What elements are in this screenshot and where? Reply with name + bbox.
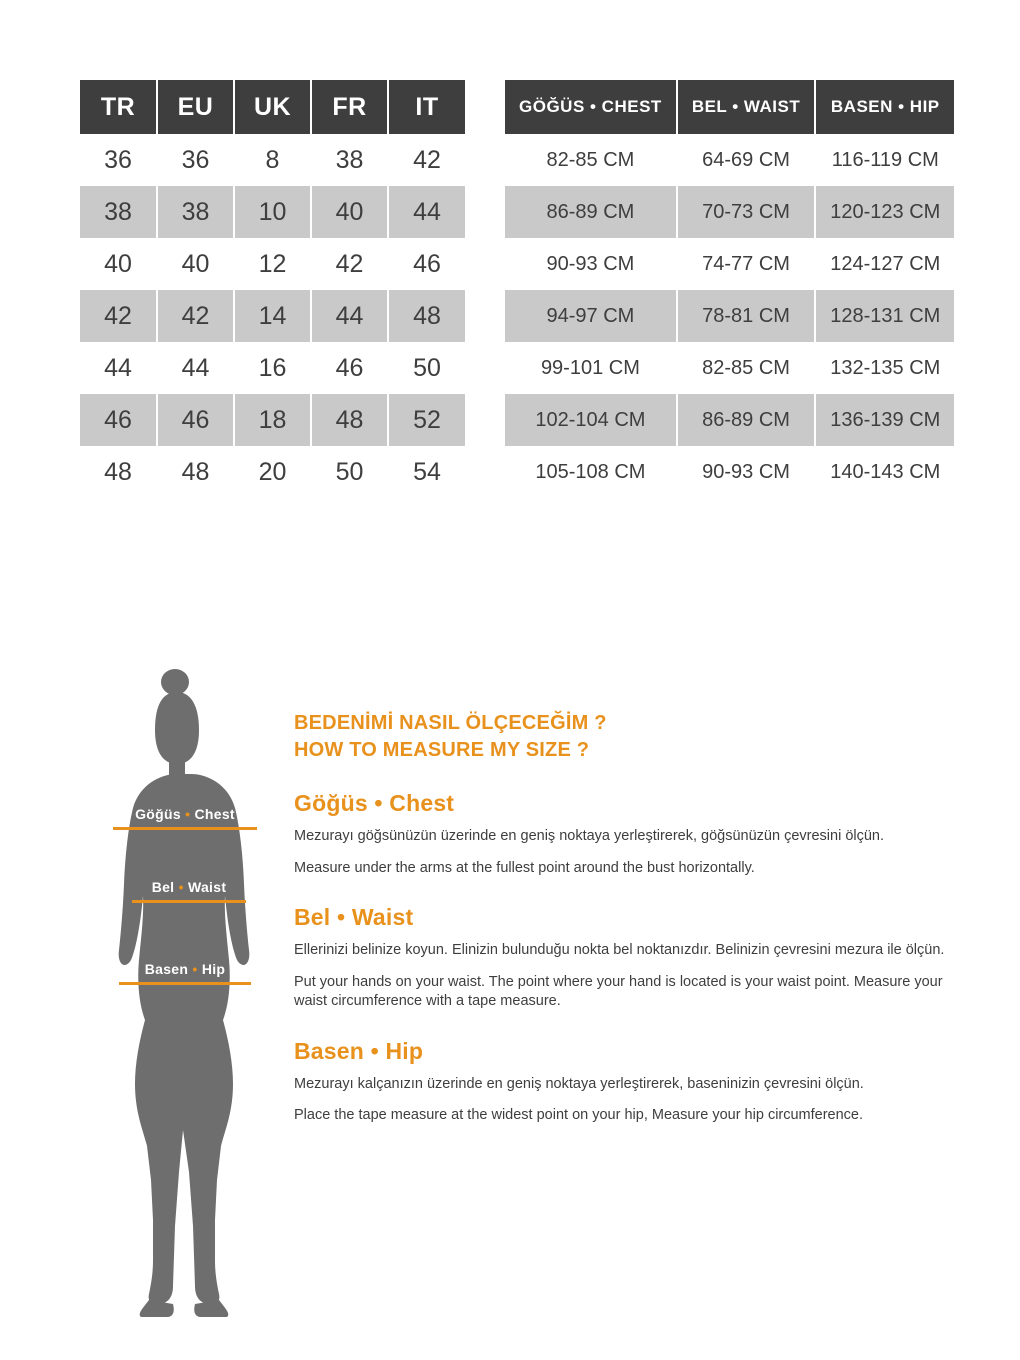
cell-eu: 44 (157, 342, 234, 394)
cell-hip: 136-139 CM (815, 394, 954, 446)
female-body-figure (95, 660, 285, 1320)
column-header-fr: FR (311, 80, 388, 134)
cell-hip: 124-127 CM (815, 238, 954, 290)
cell-chest: 94-97 CM (505, 290, 677, 342)
cell-fr: 40 (311, 186, 388, 238)
table-row (80, 342, 465, 394)
table-row (505, 394, 954, 446)
table-header-row (80, 80, 465, 134)
cell-uk: 18 (234, 394, 311, 446)
section-text-hip-tr: Mezurayı kalçanızın üzerinde en geniş noktaya yerleştirerek, baseninizin çevresini ölçün. (294, 1075, 864, 1092)
section-text-hip-en: Place the tape measure at the widest point on your hip, Measure your hip circumference. (294, 1107, 864, 1124)
cell-waist: 70-73 CM (677, 186, 815, 238)
cell-hip: 116-119 CM (815, 134, 954, 186)
column-header-eu: EU (157, 80, 234, 134)
cell-it: 46 (388, 238, 465, 290)
cell-tr: 38 (80, 186, 157, 238)
cell-chest: 102-104 CM (505, 394, 677, 446)
table-row (505, 186, 954, 238)
section-text-waist-en: Put your hands on your waist. The point where your hand is located is your waist point. Measure your waist circumference with a tape measure. (294, 973, 943, 1010)
column-header-chest: GÖĞÜS • CHEST (505, 80, 677, 134)
cell-chest: 86-89 CM (505, 186, 677, 238)
table-row (80, 134, 465, 186)
cell-chest: 90-93 CM (505, 238, 677, 290)
cell-uk: 8 (234, 134, 311, 186)
table-row (505, 134, 954, 186)
cell-fr: 50 (311, 446, 388, 498)
cell-uk: 20 (234, 446, 311, 498)
column-header-uk: UK (234, 80, 311, 134)
chest-measure-line (113, 827, 257, 830)
cell-hip: 132-135 CM (815, 342, 954, 394)
table-header-row (505, 80, 954, 134)
cell-uk: 10 (234, 186, 311, 238)
chest-label (113, 806, 257, 822)
cell-tr: 36 (80, 134, 157, 186)
body-measurements-table (505, 80, 954, 498)
cell-waist: 78-81 CM (677, 290, 815, 342)
cell-eu: 36 (157, 134, 234, 186)
table-row (505, 446, 954, 498)
size-tables (80, 80, 954, 498)
section-text-waist-tr: Ellerinizi belinize koyun. Elinizin bulunduğu nokta bel noktanızdır. Belinizin çevresini mezura ile ölçün. (294, 942, 945, 959)
section-title-chest: Göğüs • Chest (294, 790, 455, 816)
cell-waist: 90-93 CM (677, 446, 815, 498)
cell-eu: 48 (157, 446, 234, 498)
cell-fr: 44 (311, 290, 388, 342)
guide-heading-en: HOW TO MEASURE MY SIZE ? (294, 739, 590, 761)
cell-tr: 48 (80, 446, 157, 498)
cell-tr: 46 (80, 394, 157, 446)
column-header-tr: TR (80, 80, 157, 134)
table-row (80, 186, 465, 238)
hip-label (119, 961, 251, 977)
cell-uk: 12 (234, 238, 311, 290)
cell-hip: 128-131 CM (815, 290, 954, 342)
table-row (80, 238, 465, 290)
cell-eu: 38 (157, 186, 234, 238)
cell-tr: 42 (80, 290, 157, 342)
table-row (80, 394, 465, 446)
cell-fr: 48 (311, 394, 388, 446)
cell-hip: 120-123 CM (815, 186, 954, 238)
cell-it: 42 (388, 134, 465, 186)
section-title-hip: Basen • Hip (294, 1037, 424, 1064)
hip-label-text: Basen • Hip (144, 961, 226, 977)
cell-waist: 82-85 CM (677, 342, 815, 394)
cell-tr: 40 (80, 238, 157, 290)
cell-it: 52 (388, 394, 465, 446)
column-header-waist: BEL • WAIST (677, 80, 815, 134)
cell-uk: 14 (234, 290, 311, 342)
waist-label (132, 879, 246, 895)
column-header-it: IT (388, 80, 465, 134)
cell-it: 48 (388, 290, 465, 342)
table-row (80, 446, 465, 498)
cell-waist: 64-69 CM (677, 134, 815, 186)
table-row (80, 290, 465, 342)
waist-label-text: Bel • Waist (151, 879, 227, 895)
cell-eu: 46 (157, 394, 234, 446)
hip-measure-line (119, 982, 251, 985)
cell-waist: 86-89 CM (677, 394, 815, 446)
cell-eu: 40 (157, 238, 234, 290)
table-row (505, 342, 954, 394)
cell-uk: 16 (234, 342, 311, 394)
measure-instructions (294, 710, 974, 1126)
chest-label-text: Göğüs • Chest (135, 806, 235, 822)
cell-eu: 42 (157, 290, 234, 342)
cell-chest: 82-85 CM (505, 134, 677, 186)
cell-fr: 42 (311, 238, 388, 290)
cell-tr: 44 (80, 342, 157, 394)
cell-it: 54 (388, 446, 465, 498)
cell-it: 44 (388, 186, 465, 238)
cell-chest: 105-108 CM (505, 446, 677, 498)
international-size-table (80, 80, 465, 498)
table-row (505, 290, 954, 342)
table-row (505, 238, 954, 290)
waist-measure-line (132, 900, 246, 903)
section-text-chest-en: Measure under the arms at the fullest point around the bust horizontally. (294, 859, 755, 876)
cell-hip: 140-143 CM (815, 446, 954, 498)
guide-heading (294, 710, 974, 764)
column-header-hip: BASEN • HIP (815, 80, 954, 134)
cell-it: 50 (388, 342, 465, 394)
cell-fr: 38 (311, 134, 388, 186)
section-text-chest-tr: Mezurayı göğsünüzün üzerinde en geniş noktaya yerleştirerek, göğsünüzün çevresini ölçün. (294, 828, 885, 844)
cell-fr: 46 (311, 342, 388, 394)
guide-heading-tr: BEDENİMİ NASIL ÖLÇECEĞİM ? (294, 712, 607, 734)
cell-waist: 74-77 CM (677, 238, 815, 290)
cell-chest: 99-101 CM (505, 342, 677, 394)
section-title-waist: Bel • Waist (294, 904, 414, 931)
